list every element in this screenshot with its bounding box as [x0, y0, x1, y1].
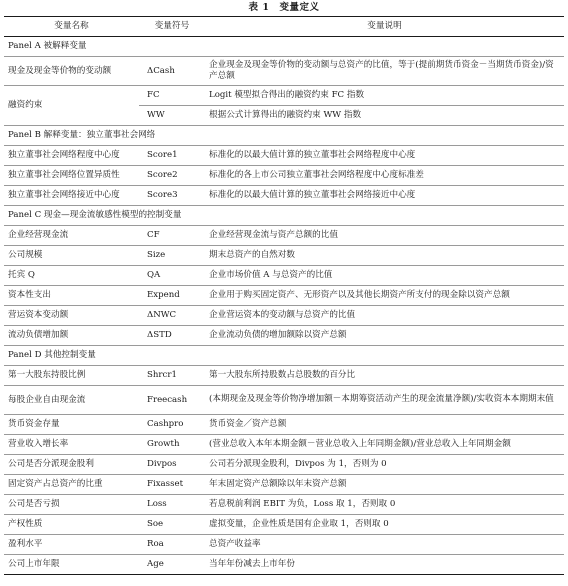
variable-symbol-cell: Size — [139, 246, 205, 266]
variable-definition-cell: 年末固定资产总额除以年末资产总额 — [205, 475, 564, 495]
variable-name-cell: 营业收入增长率 — [4, 435, 139, 455]
header-variable-symbol: 变量符号 — [139, 17, 205, 37]
table-row — [4, 166, 564, 186]
variable-definition-cell: 虚拟变量，企业性质是国有企业取 1，否则取 0 — [205, 515, 564, 535]
panel-title: Panel C 现金—现金流敏感性模型的控制变量 — [4, 206, 564, 226]
variable-symbol-cell: Divpos — [139, 455, 205, 475]
panel-title: Panel B 解释变量：独立董事社会网络 — [4, 126, 564, 146]
panel-title: Panel A 被解释变量 — [4, 37, 564, 57]
variable-name-cell: 独立董事社会网络位置异质性 — [4, 166, 139, 186]
variable-name-cell: 货币资金存量 — [4, 415, 139, 435]
panel-title: Panel D 其他控制变量 — [4, 346, 564, 366]
table-row — [4, 366, 564, 386]
variable-definition-cell: 企业市场价值 A 与总资产的比值 — [205, 266, 564, 286]
table-row — [4, 186, 564, 206]
header-variable-name: 变量名称 — [4, 17, 139, 37]
variable-symbol-cell: Soe — [139, 515, 205, 535]
table-row — [4, 326, 564, 346]
variable-name-cell: 公司是否亏损 — [4, 495, 139, 515]
variable-definition-cell: 企业经营现金流与资产总额的比值 — [205, 226, 564, 246]
variable-symbol-cell: Roa — [139, 535, 205, 555]
variable-name-cell: 盈利水平 — [4, 535, 139, 555]
variable-name-cell: 企业经营现金流 — [4, 226, 139, 246]
table-title: 表 1 变量定义 — [248, 2, 320, 13]
variable-name-cell: 流动负债增加额 — [4, 326, 139, 346]
variable-definition-cell: 企业用于购买固定资产、无形资产以及其他长期资产所支付的现金除以资产总额 — [205, 286, 564, 306]
table-row — [4, 386, 564, 415]
table-row — [4, 146, 564, 166]
variable-name-cell: 营运资本变动额 — [4, 306, 139, 326]
variable-symbol-cell: Cashpro — [139, 415, 205, 435]
table-row — [4, 495, 564, 515]
table-container — [4, 0, 564, 575]
table-row — [4, 415, 564, 435]
variable-symbol-cell: WW — [139, 106, 205, 126]
variable-definition-cell: 总资产收益率 — [205, 535, 564, 555]
variable-definition-cell: 期末总资产的自然对数 — [205, 246, 564, 266]
table-row — [4, 266, 564, 286]
variable-definition-cell: 企业现金及现金等价物的变动额与总资产的比值，等于(提前期货币资金－当期货币资金)/资产总额 — [205, 57, 564, 86]
variable-symbol-cell: QA — [139, 266, 205, 286]
header-variable-definition: 变量说明 — [205, 17, 564, 37]
variable-name-cell: 现金及现金等价物的变动额 — [4, 57, 139, 86]
variable-definition-cell: 公司若分派现金股利，Divpos 为 1，否则为 0 — [205, 455, 564, 475]
table-row — [4, 475, 564, 495]
variable-symbol-cell: Score1 — [139, 146, 205, 166]
variable-definition-cell: 若息税前利润 EBIT 为负，Loss 取 1，否则取 0 — [205, 495, 564, 515]
variable-symbol-cell: Shrcr1 — [139, 366, 205, 386]
variable-definition-cell: Logit 模型拟合得出的融资约束 FC 指数 — [205, 86, 564, 106]
table-row — [4, 455, 564, 475]
variable-symbol-cell: ΔNWC — [139, 306, 205, 326]
variable-name-cell: 融资约束 — [4, 86, 139, 126]
variable-symbol-cell: Score2 — [139, 166, 205, 186]
variable-name-cell: 产权性质 — [4, 515, 139, 535]
variable-definition-cell: 第一大股东所持股数占总股数的百分比 — [205, 366, 564, 386]
panel-header-row — [4, 206, 564, 226]
table-row — [4, 555, 564, 575]
variable-definition-cell: 当年年份减去上市年份 — [205, 555, 564, 575]
variable-symbol-cell: FC — [139, 86, 205, 106]
variable-definition-cell: 根据公式计算得出的融资约束 WW 指数 — [205, 106, 564, 126]
variable-symbol-cell: Age — [139, 555, 205, 575]
variable-definition-cell: (本期现金及现金等价物净增加额－本期筹资活动产生的现金流量净额)/实收资本本期期末值 — [205, 386, 564, 415]
variable-name-cell: 独立董事社会网络接近中心度 — [4, 186, 139, 206]
table-row — [4, 226, 564, 246]
table-row — [4, 535, 564, 555]
variable-definition-cell: 企业流动负债的增加额除以资产总额 — [205, 326, 564, 346]
variable-definition-cell: 企业营运资本的变动额与总资产的比值 — [205, 306, 564, 326]
table-row — [4, 435, 564, 455]
panel-header-row — [4, 346, 564, 366]
table-row — [4, 286, 564, 306]
variable-name-cell: 固定资产占总资产的比重 — [4, 475, 139, 495]
panel-header-row — [4, 126, 564, 146]
variable-name-cell: 公司是否分派现金股利 — [4, 455, 139, 475]
table-row — [4, 306, 564, 326]
variable-name-cell: 独立董事社会网络程度中心度 — [4, 146, 139, 166]
table-header — [4, 17, 564, 37]
variable-definition-cell: (营业总收入本年本期金额－营业总收入上年同期金额)/营业总收入上年同期金额 — [205, 435, 564, 455]
variable-symbol-cell: ΔCash — [139, 57, 205, 86]
table-row — [4, 57, 564, 86]
variable-name-cell: 公司上市年限 — [4, 555, 139, 575]
variable-symbol-cell: Fixasset — [139, 475, 205, 495]
panel-header-row — [4, 37, 564, 57]
variable-symbol-cell: Growth — [139, 435, 205, 455]
table-row — [4, 246, 564, 266]
variable-definition-cell: 标准化的各上市公司独立董事社会网络程度中心度标准差 — [205, 166, 564, 186]
table-row — [4, 515, 564, 535]
variable-definition-cell: 货币资金／资产总额 — [205, 415, 564, 435]
variable-name-cell: 第一大股东持股比例 — [4, 366, 139, 386]
variable-symbol-cell: Loss — [139, 495, 205, 515]
variable-definition-cell: 标准化的以最大值计算的独立董事社会网络程度中心度 — [205, 146, 564, 166]
variable-symbol-cell: CF — [139, 226, 205, 246]
variable-symbol-cell: ΔSTD — [139, 326, 205, 346]
variable-name-cell: 资本性支出 — [4, 286, 139, 306]
variable-name-cell: 每股企业自由现金流 — [4, 386, 139, 415]
variable-symbol-cell: Expend — [139, 286, 205, 306]
variable-definition-cell: 标准化的以最大值计算的独立董事社会网络接近中心度 — [205, 186, 564, 206]
variable-symbol-cell: Score3 — [139, 186, 205, 206]
variable-name-cell: 公司规模 — [4, 246, 139, 266]
variable-definition-table — [4, 16, 564, 575]
table-body — [4, 37, 564, 575]
table-row — [4, 86, 564, 106]
variable-name-cell: 托宾 Q — [4, 266, 139, 286]
variable-symbol-cell: Freecash — [139, 386, 205, 415]
